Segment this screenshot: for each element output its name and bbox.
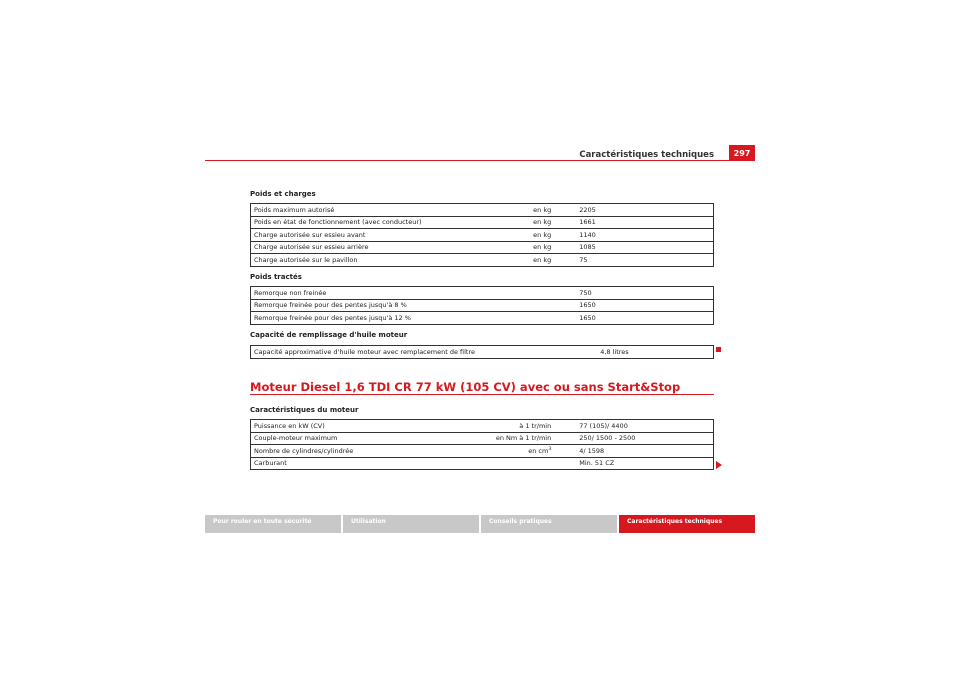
page-number: 297 [729,145,755,161]
table-poids [250,203,714,267]
footer-tab-utilisation[interactable]: Utilisation [343,515,479,533]
table-row [251,299,714,312]
table-row [251,204,714,217]
heading-rule [250,394,714,395]
table-row [251,254,714,267]
table-tractes [250,286,714,325]
header-rule [205,160,755,161]
row-value: 77 (105)/ 4400 [579,421,628,430]
row-unit: en kg [457,216,554,229]
row-value: 4/ 1598 [554,445,713,458]
row-unit [478,346,575,359]
row-unit: en kg [457,254,554,267]
table-row [251,216,714,229]
footer-tab-conseils[interactable]: Conseils pratiques [481,515,617,533]
table-row [251,420,714,433]
row-label: Capacité approximative d'huile moteur avec remplacement de filtre [254,347,475,356]
row-value: 1140 [554,229,713,242]
row-value: Min. 51 CZ [554,457,713,470]
section-title-tractes: Poids tractés [250,273,302,281]
header-title: Caractéristiques techniques [579,150,714,160]
section-title-moteur: Caractéristiques du moteur [250,406,359,414]
row-unit: à 1 tr/min [519,421,552,430]
section-title-huile: Capacité de remplissage d'huile moteur [250,331,408,339]
end-of-section-icon [716,347,721,352]
row-label: Remorque freinée pour des pentes jusqu'à 12 % [251,312,458,325]
row-unit [457,445,554,458]
table-row [251,287,714,300]
row-label: Remorque freinée pour des pentes jusqu'à 8 % [251,299,458,312]
row-value: 250/ 1500 - 2500 [554,432,713,445]
table-row [251,312,714,325]
section-heading-moteur: Moteur Diesel 1,6 TDI CR 77 kW (105 CV) avec ou sans Start&Stop [250,380,681,394]
row-label: Nombre de cylindres/cylindrée [251,445,458,458]
row-unit [457,299,554,312]
footer-tab-caracteristiques[interactable]: Caractéristiques techniques [619,515,755,533]
table-moteur [250,419,714,470]
row-label: Couple-moteur maximum [251,432,458,445]
continue-arrow-icon [716,461,722,469]
row-label: Poids en état de fonctionnement (avec conducteur) [251,216,458,229]
table-row [251,229,714,242]
row-value: 1661 [554,216,713,229]
table-row [251,445,714,458]
row-unit: en kg [457,241,554,254]
row-unit: en Nm à 1 tr/min [457,432,554,445]
row-value: 4,8 litres [600,347,629,356]
footer-tab-securite[interactable]: Pour rouler en toute sécurité [205,515,341,533]
unit-text: en cm [528,446,549,455]
row-unit [457,287,554,300]
section-title-poids: Poids et charges [250,190,316,198]
table-row [251,346,714,359]
table-row [251,457,714,470]
table-row [251,432,714,445]
row-label: Puissance en kW (CV) [254,421,325,430]
table-huile [250,345,714,359]
unit-superscript: 3 [548,446,552,452]
table-row [251,241,714,254]
row-value: 1085 [554,241,713,254]
row-value: 1650 [554,299,713,312]
row-unit: en kg [457,229,554,242]
row-unit [457,312,554,325]
row-label: Charge autorisée sur essieu avant [251,229,458,242]
row-unit: en kg [533,205,552,214]
row-value: 750 [579,288,592,297]
row-label: Poids maximum autorisé [254,205,335,214]
row-value: 75 [554,254,713,267]
row-value: 1650 [554,312,713,325]
footer-nav [205,515,755,533]
row-label: Charge autorisée sur le pavillon [251,254,458,267]
row-label: Carburant [251,457,458,470]
row-label: Remorque non freinée [254,288,327,297]
row-label: Charge autorisée sur essieu arrière [251,241,458,254]
row-unit [457,457,554,470]
row-value: 2205 [579,205,596,214]
